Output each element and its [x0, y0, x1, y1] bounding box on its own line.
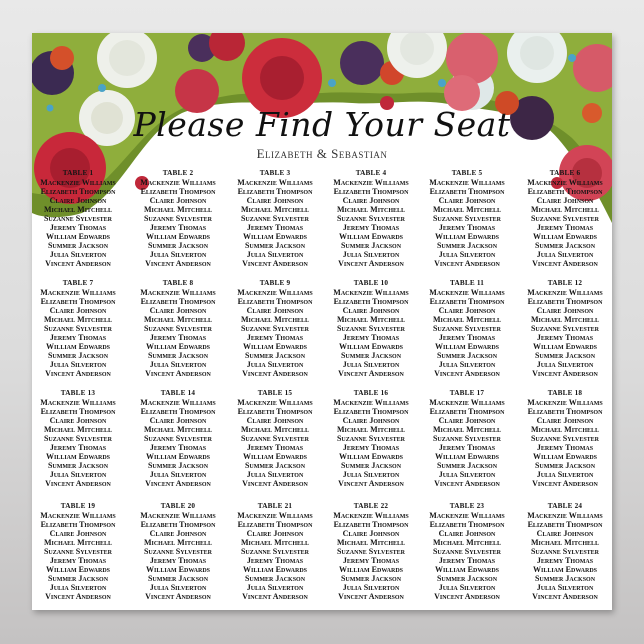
guest-name: Michael Mitchell: [240, 425, 310, 434]
guest-name: Claire Johnson: [49, 529, 107, 538]
guest-name: Jeremy Thomas: [49, 223, 107, 232]
guest-name: Michael Mitchell: [530, 425, 600, 434]
guest-name: Claire Johnson: [49, 306, 107, 315]
guest-name: Suzanne Sylvester: [432, 547, 502, 556]
guest-name: William Edwards: [434, 342, 499, 351]
guest-name: Julia Silverton: [49, 470, 107, 479]
table-23-block: [412, 502, 522, 601]
guest-name: Michael Mitchell: [336, 205, 406, 214]
guest-name: Julia Silverton: [246, 250, 304, 259]
guest-name: Jeremy Thomas: [536, 556, 594, 565]
guest-name: Michael Mitchell: [240, 538, 310, 547]
guest-name: Mackenzie Williams: [140, 178, 216, 187]
guest-name: Mackenzie Williams: [527, 511, 603, 520]
guest-name: Mackenzie Williams: [333, 178, 409, 187]
guest-name: Suzanne Sylvester: [143, 324, 213, 333]
guest-name: Claire Johnson: [438, 306, 496, 315]
guest-name: Elizabeth Thompson: [429, 520, 505, 529]
guest-name: Jeremy Thomas: [536, 333, 594, 342]
guest-name: Julia Silverton: [438, 250, 496, 259]
guest-name: William Edwards: [338, 565, 403, 574]
guest-name: Elizabeth Thompson: [429, 187, 505, 196]
guest-name: Suzanne Sylvester: [336, 434, 406, 443]
guest-name: Summer Jackson: [47, 574, 109, 583]
guest-name: Claire Johnson: [149, 416, 207, 425]
guest-name: Summer Jackson: [147, 574, 209, 583]
guest-name: Mackenzie Williams: [527, 398, 603, 407]
guest-name: Summer Jackson: [436, 461, 498, 470]
guest-name: William Edwards: [45, 452, 110, 461]
table-1-block: [32, 169, 133, 268]
guest-name: Julia Silverton: [149, 250, 207, 259]
guest-name: Claire Johnson: [149, 306, 207, 315]
guest-name: William Edwards: [45, 565, 110, 574]
guest-name: Julia Silverton: [149, 360, 207, 369]
guest-name: Elizabeth Thompson: [527, 407, 603, 416]
guest-name: Mackenzie Williams: [237, 288, 313, 297]
table-7-block: [32, 279, 133, 378]
guest-name: Elizabeth Thompson: [140, 297, 216, 306]
guest-name: Jeremy Thomas: [49, 333, 107, 342]
table-16-block: [316, 389, 426, 488]
guest-name: Julia Silverton: [246, 470, 304, 479]
guest-name: Claire Johnson: [49, 416, 107, 425]
guest-name: Suzanne Sylvester: [240, 434, 310, 443]
guest-name: Suzanne Sylvester: [530, 214, 600, 223]
guest-name: William Edwards: [145, 565, 210, 574]
table-label: TABLE 8: [162, 279, 194, 287]
guest-name: Michael Mitchell: [432, 315, 502, 324]
guest-name: Suzanne Sylvester: [432, 324, 502, 333]
guest-name: William Edwards: [338, 452, 403, 461]
table-15-block: [220, 389, 330, 488]
guest-name: Jeremy Thomas: [342, 223, 400, 232]
table-label: TABLE 5: [451, 169, 483, 177]
table-10-block: [316, 279, 426, 378]
table-label: TABLE 6: [549, 169, 581, 177]
guest-name: Elizabeth Thompson: [527, 520, 603, 529]
guest-name: Elizabeth Thompson: [333, 520, 409, 529]
guest-name: Summer Jackson: [47, 241, 109, 250]
guest-name: Suzanne Sylvester: [336, 547, 406, 556]
guest-name: Jeremy Thomas: [342, 443, 400, 452]
guest-name: Michael Mitchell: [143, 425, 213, 434]
guest-name: Claire Johnson: [342, 416, 400, 425]
guest-name: Suzanne Sylvester: [143, 547, 213, 556]
table-label: TABLE 1: [62, 169, 94, 177]
guest-name: Jeremy Thomas: [342, 333, 400, 342]
table-label: TABLE 18: [547, 389, 583, 397]
guest-name: Elizabeth Thompson: [429, 407, 505, 416]
guest-name: Vincent Anderson: [338, 259, 404, 268]
guest-name: Vincent Anderson: [45, 592, 111, 601]
guest-name: Vincent Anderson: [45, 259, 111, 268]
guest-name: Claire Johnson: [536, 529, 594, 538]
guest-name: William Edwards: [532, 565, 597, 574]
guest-name: Mackenzie Williams: [40, 511, 116, 520]
guest-name: Mackenzie Williams: [527, 178, 603, 187]
guest-name: Vincent Anderson: [145, 592, 211, 601]
guest-name: Julia Silverton: [49, 583, 107, 592]
guest-name: Mackenzie Williams: [40, 288, 116, 297]
table-14-block: [123, 389, 233, 488]
guest-name: Suzanne Sylvester: [240, 214, 310, 223]
guest-name: Elizabeth Thompson: [237, 520, 313, 529]
table-12-block: [510, 279, 612, 378]
guest-name: Claire Johnson: [342, 196, 400, 205]
guest-name: Summer Jackson: [340, 241, 402, 250]
guest-name: Michael Mitchell: [530, 538, 600, 547]
guest-name: Summer Jackson: [147, 351, 209, 360]
guest-name: William Edwards: [434, 232, 499, 241]
guest-name: Julia Silverton: [536, 470, 594, 479]
guest-name: Vincent Anderson: [338, 369, 404, 378]
guest-name: Jeremy Thomas: [49, 556, 107, 565]
table-label: TABLE 14: [160, 389, 196, 397]
guest-name: Vincent Anderson: [532, 259, 598, 268]
table-label: TABLE 23: [449, 502, 485, 510]
guest-name: Vincent Anderson: [145, 479, 211, 488]
table-13-block: [32, 389, 133, 488]
guest-name: Elizabeth Thompson: [237, 187, 313, 196]
guest-name: Vincent Anderson: [45, 479, 111, 488]
guest-name: Mackenzie Williams: [237, 398, 313, 407]
guest-name: Summer Jackson: [244, 351, 306, 360]
guest-name: Jeremy Thomas: [49, 443, 107, 452]
table-label: TABLE 24: [547, 502, 583, 510]
guest-name: Claire Johnson: [438, 529, 496, 538]
table-11-block: [412, 279, 522, 378]
guest-name: Elizabeth Thompson: [429, 297, 505, 306]
guest-name: Elizabeth Thompson: [140, 187, 216, 196]
guest-name: Vincent Anderson: [532, 479, 598, 488]
guest-name: Summer Jackson: [147, 461, 209, 470]
guest-name: Vincent Anderson: [532, 592, 598, 601]
table-label: TABLE 19: [60, 502, 96, 510]
guest-name: Elizabeth Thompson: [527, 297, 603, 306]
guest-name: Elizabeth Thompson: [527, 187, 603, 196]
guest-name: Claire Johnson: [536, 196, 594, 205]
guest-name: Jeremy Thomas: [438, 223, 496, 232]
guest-name: Julia Silverton: [246, 583, 304, 592]
guest-name: Michael Mitchell: [43, 425, 113, 434]
guest-name: Julia Silverton: [536, 360, 594, 369]
table-9-block: [220, 279, 330, 378]
guest-name: Michael Mitchell: [43, 538, 113, 547]
guest-name: Jeremy Thomas: [246, 333, 304, 342]
table-label: TABLE 9: [259, 279, 291, 287]
guest-name: Claire Johnson: [246, 306, 304, 315]
guest-name: Michael Mitchell: [432, 425, 502, 434]
table-label: TABLE 12: [547, 279, 583, 287]
guest-name: Vincent Anderson: [338, 592, 404, 601]
guest-name: Mackenzie Williams: [237, 178, 313, 187]
guest-name: Mackenzie Williams: [429, 511, 505, 520]
guest-name: Claire Johnson: [149, 529, 207, 538]
guest-name: Vincent Anderson: [532, 369, 598, 378]
guest-name: William Edwards: [338, 342, 403, 351]
guest-name: Vincent Anderson: [434, 479, 500, 488]
guest-name: Vincent Anderson: [145, 259, 211, 268]
guest-name: Claire Johnson: [246, 196, 304, 205]
guest-name: Claire Johnson: [246, 416, 304, 425]
table-24-block: [510, 502, 612, 601]
guest-name: Julia Silverton: [438, 470, 496, 479]
guest-name: Suzanne Sylvester: [43, 547, 113, 556]
guest-name: Michael Mitchell: [530, 315, 600, 324]
couple-names: Elizabeth & Sebastian: [256, 146, 388, 161]
guest-name: Vincent Anderson: [242, 479, 308, 488]
guest-name: Suzanne Sylvester: [43, 434, 113, 443]
guest-name: William Edwards: [532, 452, 597, 461]
guest-name: William Edwards: [434, 452, 499, 461]
guest-name: William Edwards: [338, 232, 403, 241]
guest-name: Summer Jackson: [436, 241, 498, 250]
guest-name: Summer Jackson: [534, 241, 596, 250]
table-label: TABLE 4: [355, 169, 387, 177]
guest-name: Jeremy Thomas: [438, 333, 496, 342]
table-label: TABLE 21: [257, 502, 293, 510]
guest-name: Summer Jackson: [147, 241, 209, 250]
guest-name: Suzanne Sylvester: [240, 547, 310, 556]
guest-name: Mackenzie Williams: [429, 178, 505, 187]
table-label: TABLE 13: [60, 389, 96, 397]
guest-name: Michael Mitchell: [43, 315, 113, 324]
guest-name: Summer Jackson: [436, 351, 498, 360]
table-22-block: [316, 502, 426, 601]
guest-name: Mackenzie Williams: [140, 511, 216, 520]
guest-name: Elizabeth Thompson: [40, 407, 116, 416]
guest-name: William Edwards: [145, 452, 210, 461]
table-18-block: [510, 389, 612, 488]
guest-name: Michael Mitchell: [240, 315, 310, 324]
guest-name: Summer Jackson: [340, 351, 402, 360]
guest-name: Jeremy Thomas: [246, 443, 304, 452]
guest-name: Elizabeth Thompson: [237, 407, 313, 416]
guest-name: Suzanne Sylvester: [432, 434, 502, 443]
guest-name: Julia Silverton: [342, 470, 400, 479]
guest-name: Claire Johnson: [246, 529, 304, 538]
guest-name: Jeremy Thomas: [149, 333, 207, 342]
guest-name: Suzanne Sylvester: [143, 434, 213, 443]
guest-name: Mackenzie Williams: [333, 398, 409, 407]
guest-name: Suzanne Sylvester: [530, 434, 600, 443]
guest-name: Mackenzie Williams: [140, 398, 216, 407]
guest-name: Summer Jackson: [47, 461, 109, 470]
guest-name: Summer Jackson: [534, 461, 596, 470]
guest-name: Julia Silverton: [49, 360, 107, 369]
guest-name: Mackenzie Williams: [429, 288, 505, 297]
guest-name: Julia Silverton: [536, 250, 594, 259]
guest-name: Michael Mitchell: [336, 425, 406, 434]
guest-name: Claire Johnson: [342, 306, 400, 315]
table-8-block: [123, 279, 233, 378]
guest-name: Michael Mitchell: [143, 205, 213, 214]
table-19-block: [32, 502, 133, 601]
guest-name: William Edwards: [532, 232, 597, 241]
guest-name: Summer Jackson: [244, 461, 306, 470]
guest-name: Jeremy Thomas: [246, 223, 304, 232]
guest-name: Jeremy Thomas: [342, 556, 400, 565]
guest-name: Julia Silverton: [342, 360, 400, 369]
table-20-block: [123, 502, 233, 601]
table-label: TABLE 2: [162, 169, 194, 177]
guest-name: William Edwards: [532, 342, 597, 351]
guest-name: Elizabeth Thompson: [40, 187, 116, 196]
guest-name: Suzanne Sylvester: [240, 324, 310, 333]
guest-name: William Edwards: [242, 452, 307, 461]
guest-name: Summer Jackson: [244, 241, 306, 250]
table-label: TABLE 7: [62, 279, 94, 287]
guest-name: Summer Jackson: [534, 574, 596, 583]
guest-name: Vincent Anderson: [434, 592, 500, 601]
guest-name: Elizabeth Thompson: [140, 407, 216, 416]
guest-name: Suzanne Sylvester: [43, 214, 113, 223]
table-label: TABLE 20: [160, 502, 196, 510]
guest-name: Elizabeth Thompson: [237, 297, 313, 306]
guest-name: Summer Jackson: [436, 574, 498, 583]
guest-name: William Edwards: [145, 232, 210, 241]
guest-name: Julia Silverton: [342, 250, 400, 259]
guest-name: Summer Jackson: [244, 574, 306, 583]
guest-name: William Edwards: [242, 232, 307, 241]
guest-name: Michael Mitchell: [530, 205, 600, 214]
guest-name: Mackenzie Williams: [429, 398, 505, 407]
guest-name: Summer Jackson: [47, 351, 109, 360]
guest-name: Jeremy Thomas: [149, 223, 207, 232]
guest-name: Vincent Anderson: [338, 479, 404, 488]
guest-name: Elizabeth Thompson: [333, 187, 409, 196]
guest-name: Suzanne Sylvester: [43, 324, 113, 333]
guest-name: Suzanne Sylvester: [143, 214, 213, 223]
table-5-block: [412, 169, 522, 268]
guest-name: Vincent Anderson: [434, 369, 500, 378]
seating-chart-poster: [32, 33, 612, 610]
guest-name: Michael Mitchell: [336, 315, 406, 324]
table-17-block: [412, 389, 522, 488]
guest-name: Jeremy Thomas: [149, 443, 207, 452]
guest-name: Claire Johnson: [438, 416, 496, 425]
guest-name: Elizabeth Thompson: [333, 297, 409, 306]
table-label: TABLE 16: [353, 389, 389, 397]
guest-name: Suzanne Sylvester: [336, 214, 406, 223]
guest-name: Claire Johnson: [49, 196, 107, 205]
guest-name: Claire Johnson: [536, 306, 594, 315]
guest-name: Elizabeth Thompson: [140, 520, 216, 529]
table-21-block: [220, 502, 330, 601]
guest-name: Suzanne Sylvester: [530, 547, 600, 556]
table-4-block: [316, 169, 426, 268]
guest-name: William Edwards: [45, 232, 110, 241]
guest-name: Mackenzie Williams: [333, 288, 409, 297]
table-label: TABLE 15: [257, 389, 293, 397]
table-label: TABLE 22: [353, 502, 389, 510]
guest-name: Julia Silverton: [342, 583, 400, 592]
guest-name: Claire Johnson: [438, 196, 496, 205]
guest-name: Julia Silverton: [438, 583, 496, 592]
guest-name: Suzanne Sylvester: [336, 324, 406, 333]
guest-name: Mackenzie Williams: [333, 511, 409, 520]
guest-name: Michael Mitchell: [43, 205, 113, 214]
guest-name: William Edwards: [145, 342, 210, 351]
guest-name: William Edwards: [434, 565, 499, 574]
guest-name: Jeremy Thomas: [536, 443, 594, 452]
table-2-block: [123, 169, 233, 268]
guest-name: Julia Silverton: [149, 583, 207, 592]
guest-name: Summer Jackson: [340, 574, 402, 583]
guest-name: Vincent Anderson: [45, 369, 111, 378]
table-3-block: [220, 169, 330, 268]
guest-name: William Edwards: [45, 342, 110, 351]
guest-name: Jeremy Thomas: [536, 223, 594, 232]
guest-name: Jeremy Thomas: [149, 556, 207, 565]
table-6-block: [510, 169, 612, 268]
guest-name: William Edwards: [242, 565, 307, 574]
guest-name: Michael Mitchell: [432, 205, 502, 214]
guest-name: Elizabeth Thompson: [40, 297, 116, 306]
guest-name: Summer Jackson: [534, 351, 596, 360]
guest-name: Julia Silverton: [49, 250, 107, 259]
guest-name: Elizabeth Thompson: [333, 407, 409, 416]
guest-name: Suzanne Sylvester: [530, 324, 600, 333]
guest-name: Claire Johnson: [149, 196, 207, 205]
page-title: Please Find Your Seat: [133, 105, 511, 144]
guest-name: Jeremy Thomas: [438, 443, 496, 452]
guest-name: Julia Silverton: [438, 360, 496, 369]
guest-name: Michael Mitchell: [432, 538, 502, 547]
guest-name: Vincent Anderson: [434, 259, 500, 268]
guest-name: Julia Silverton: [149, 470, 207, 479]
guest-name: Jeremy Thomas: [246, 556, 304, 565]
guest-name: Vincent Anderson: [145, 369, 211, 378]
guest-name: Julia Silverton: [246, 360, 304, 369]
guest-name: Mackenzie Williams: [40, 398, 116, 407]
guest-name: Mackenzie Williams: [140, 288, 216, 297]
guest-name: Michael Mitchell: [336, 538, 406, 547]
guest-name: Elizabeth Thompson: [40, 520, 116, 529]
guest-name: Mackenzie Williams: [40, 178, 116, 187]
guest-name: Julia Silverton: [536, 583, 594, 592]
guest-name: William Edwards: [242, 342, 307, 351]
guest-name: Suzanne Sylvester: [432, 214, 502, 223]
guest-name: Vincent Anderson: [242, 369, 308, 378]
guest-name: Vincent Anderson: [242, 592, 308, 601]
guest-name: Michael Mitchell: [143, 315, 213, 324]
guest-name: Mackenzie Williams: [237, 511, 313, 520]
guest-name: Summer Jackson: [340, 461, 402, 470]
guest-name: Claire Johnson: [536, 416, 594, 425]
guest-name: Claire Johnson: [342, 529, 400, 538]
table-label: TABLE 3: [259, 169, 291, 177]
guest-name: Michael Mitchell: [143, 538, 213, 547]
guest-name: Vincent Anderson: [242, 259, 308, 268]
guest-name: Mackenzie Williams: [527, 288, 603, 297]
table-label: TABLE 11: [449, 279, 485, 287]
table-label: TABLE 10: [353, 279, 389, 287]
guest-name: Jeremy Thomas: [438, 556, 496, 565]
guest-name: Michael Mitchell: [240, 205, 310, 214]
table-label: TABLE 17: [449, 389, 485, 397]
